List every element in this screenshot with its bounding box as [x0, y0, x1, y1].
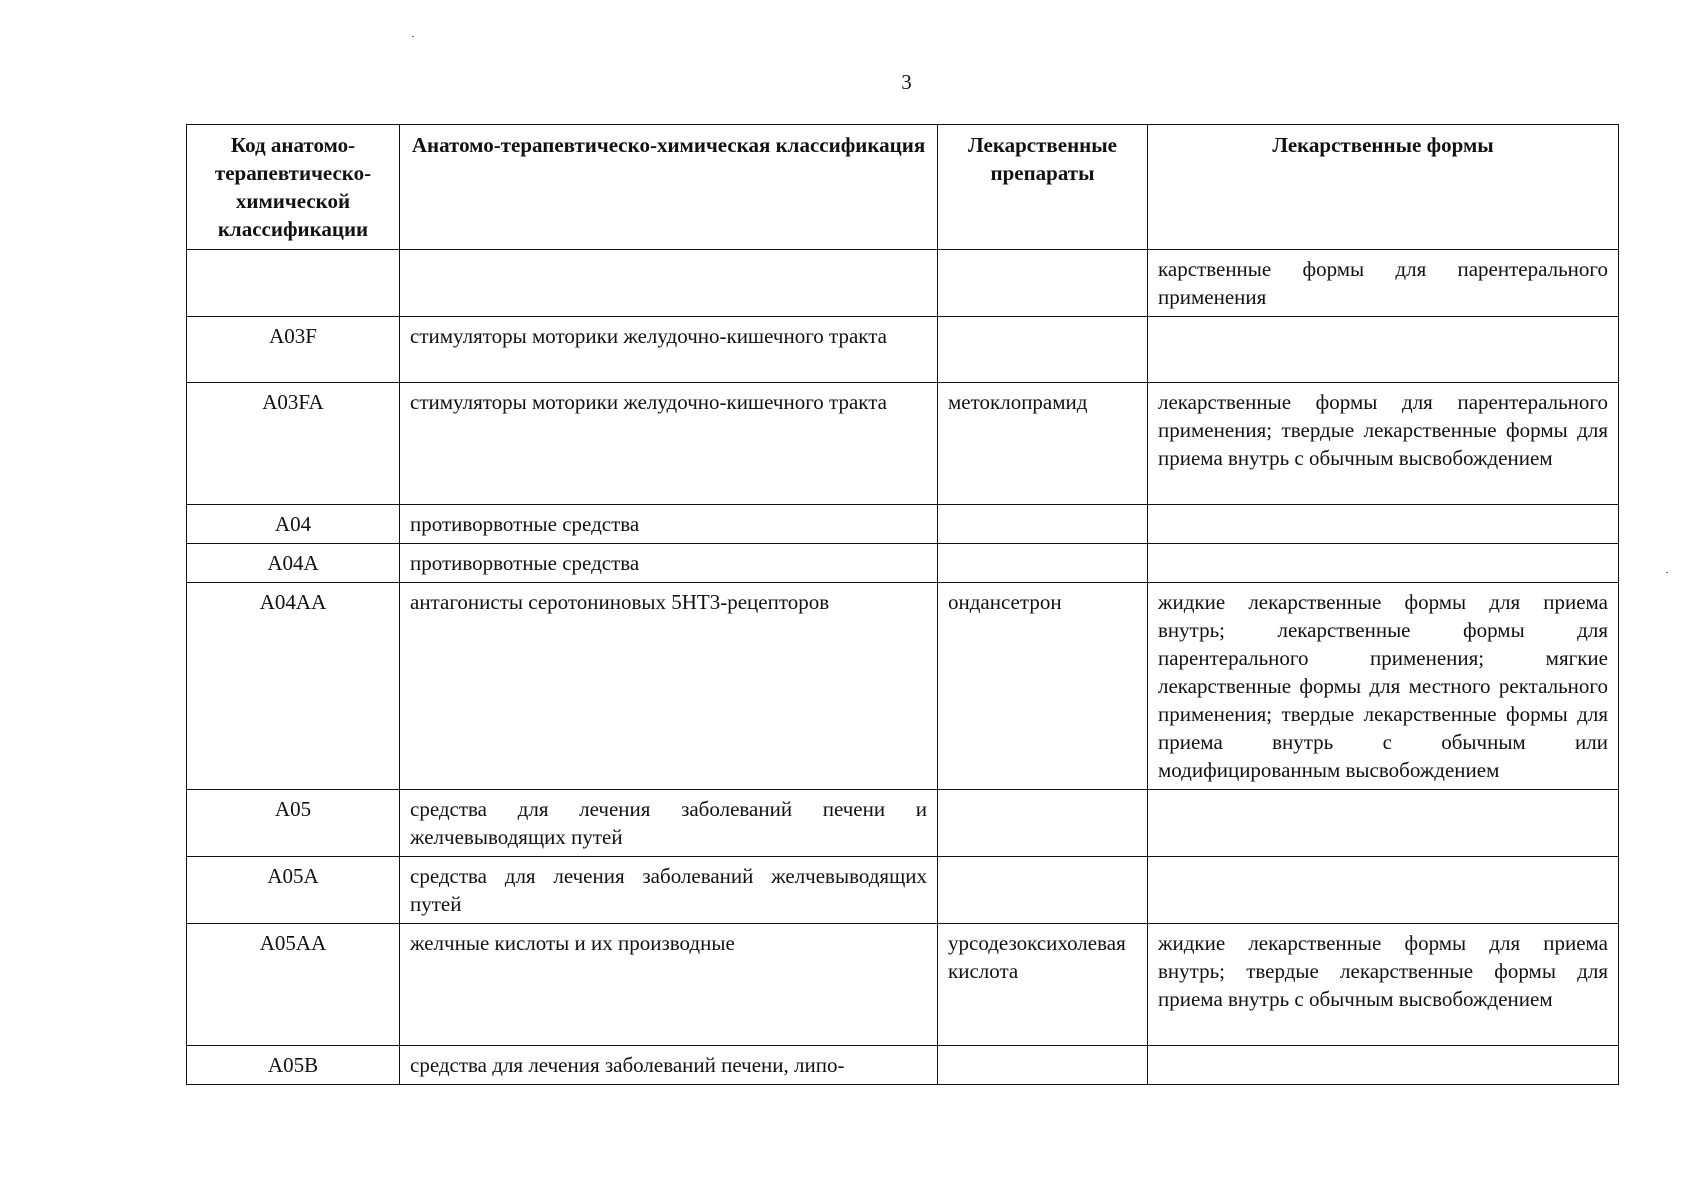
atc-classification-table	[186, 124, 1619, 1085]
table-row	[187, 924, 1619, 1046]
table-row	[187, 1046, 1619, 1085]
cell-forms	[1148, 857, 1619, 924]
table-row	[187, 583, 1619, 790]
table-row	[187, 250, 1619, 317]
cell-code: A05B	[187, 1046, 400, 1085]
cell-drug: ондансетрон	[938, 583, 1148, 790]
cell-forms	[1148, 1046, 1619, 1085]
cell-forms: жидкие лекарственные формы для приема внутрь; твердые лекарственные формы для приема внутрь с обычным высвобождением	[1148, 924, 1619, 1046]
cell-code: A05A	[187, 857, 400, 924]
cell-classification: средства для лечения заболеваний желчевыводящих путей	[400, 857, 938, 924]
cell-classification: противорвотные средства	[400, 505, 938, 544]
header-dosage-forms: Лекарственные формы	[1148, 125, 1619, 250]
cell-drug	[938, 544, 1148, 583]
cell-code	[187, 250, 400, 317]
cell-code: A04A	[187, 544, 400, 583]
cell-classification: стимуляторы моторики желудочно-кишечного тракта	[400, 317, 938, 383]
cell-forms: жидкие лекарственные формы для приема внутрь; лекарственные формы для парентерального применения; мягкие лекарственные формы для местного ректального применения; твердые лекарственные формы для приема внутрь с обычным или модифицированным высвобождением	[1148, 583, 1619, 790]
cell-drug: урсодезоксихолевая кислота	[938, 924, 1148, 1046]
cell-classification: желчные кислоты и их производные	[400, 924, 938, 1046]
cell-classification: антагонисты серотониновых 5HT3-рецепторов	[400, 583, 938, 790]
page-number: 3	[901, 70, 912, 94]
cell-classification: средства для лечения заболеваний печени, липо-	[400, 1046, 938, 1085]
cell-forms	[1148, 505, 1619, 544]
header-drugs: Лекарственные препараты	[938, 125, 1148, 250]
cell-forms	[1148, 790, 1619, 857]
cell-drug	[938, 1046, 1148, 1085]
cell-drug	[938, 317, 1148, 383]
cell-code: A05	[187, 790, 400, 857]
table-row	[187, 505, 1619, 544]
cell-drug	[938, 857, 1148, 924]
table-row	[187, 544, 1619, 583]
cell-drug	[938, 250, 1148, 317]
cell-classification: противорвотные средства	[400, 544, 938, 583]
cell-forms	[1148, 317, 1619, 383]
table-row	[187, 317, 1619, 383]
cell-forms: карственные формы для парентерального применения	[1148, 250, 1619, 317]
cell-classification: средства для лечения заболеваний печени и желчевыводящих путей	[400, 790, 938, 857]
cell-drug: метоклопрамид	[938, 383, 1148, 505]
table-row	[187, 790, 1619, 857]
table-row	[187, 383, 1619, 505]
cell-forms: лекарственные формы для парентерального применения; твердые лекарственные формы для приема внутрь с обычным высвобождением	[1148, 383, 1619, 505]
scan-speck	[1666, 572, 1668, 573]
cell-code: A04	[187, 505, 400, 544]
cell-code: A03FA	[187, 383, 400, 505]
cell-drug	[938, 790, 1148, 857]
header-atc-code: Код анатомо-терапевтическо-химической классификации	[187, 125, 400, 250]
cell-forms	[1148, 544, 1619, 583]
table-header-row	[187, 125, 1619, 250]
cell-code: A03F	[187, 317, 400, 383]
cell-classification: стимуляторы моторики желудочно-кишечного тракта	[400, 383, 938, 505]
cell-code: A05AA	[187, 924, 400, 1046]
cell-classification	[400, 250, 938, 317]
cell-drug	[938, 505, 1148, 544]
header-atc-classification: Анатомо-терапевтическо-химическая классификация	[400, 125, 938, 250]
scan-speck	[412, 36, 414, 37]
cell-code: A04AA	[187, 583, 400, 790]
table-row	[187, 857, 1619, 924]
